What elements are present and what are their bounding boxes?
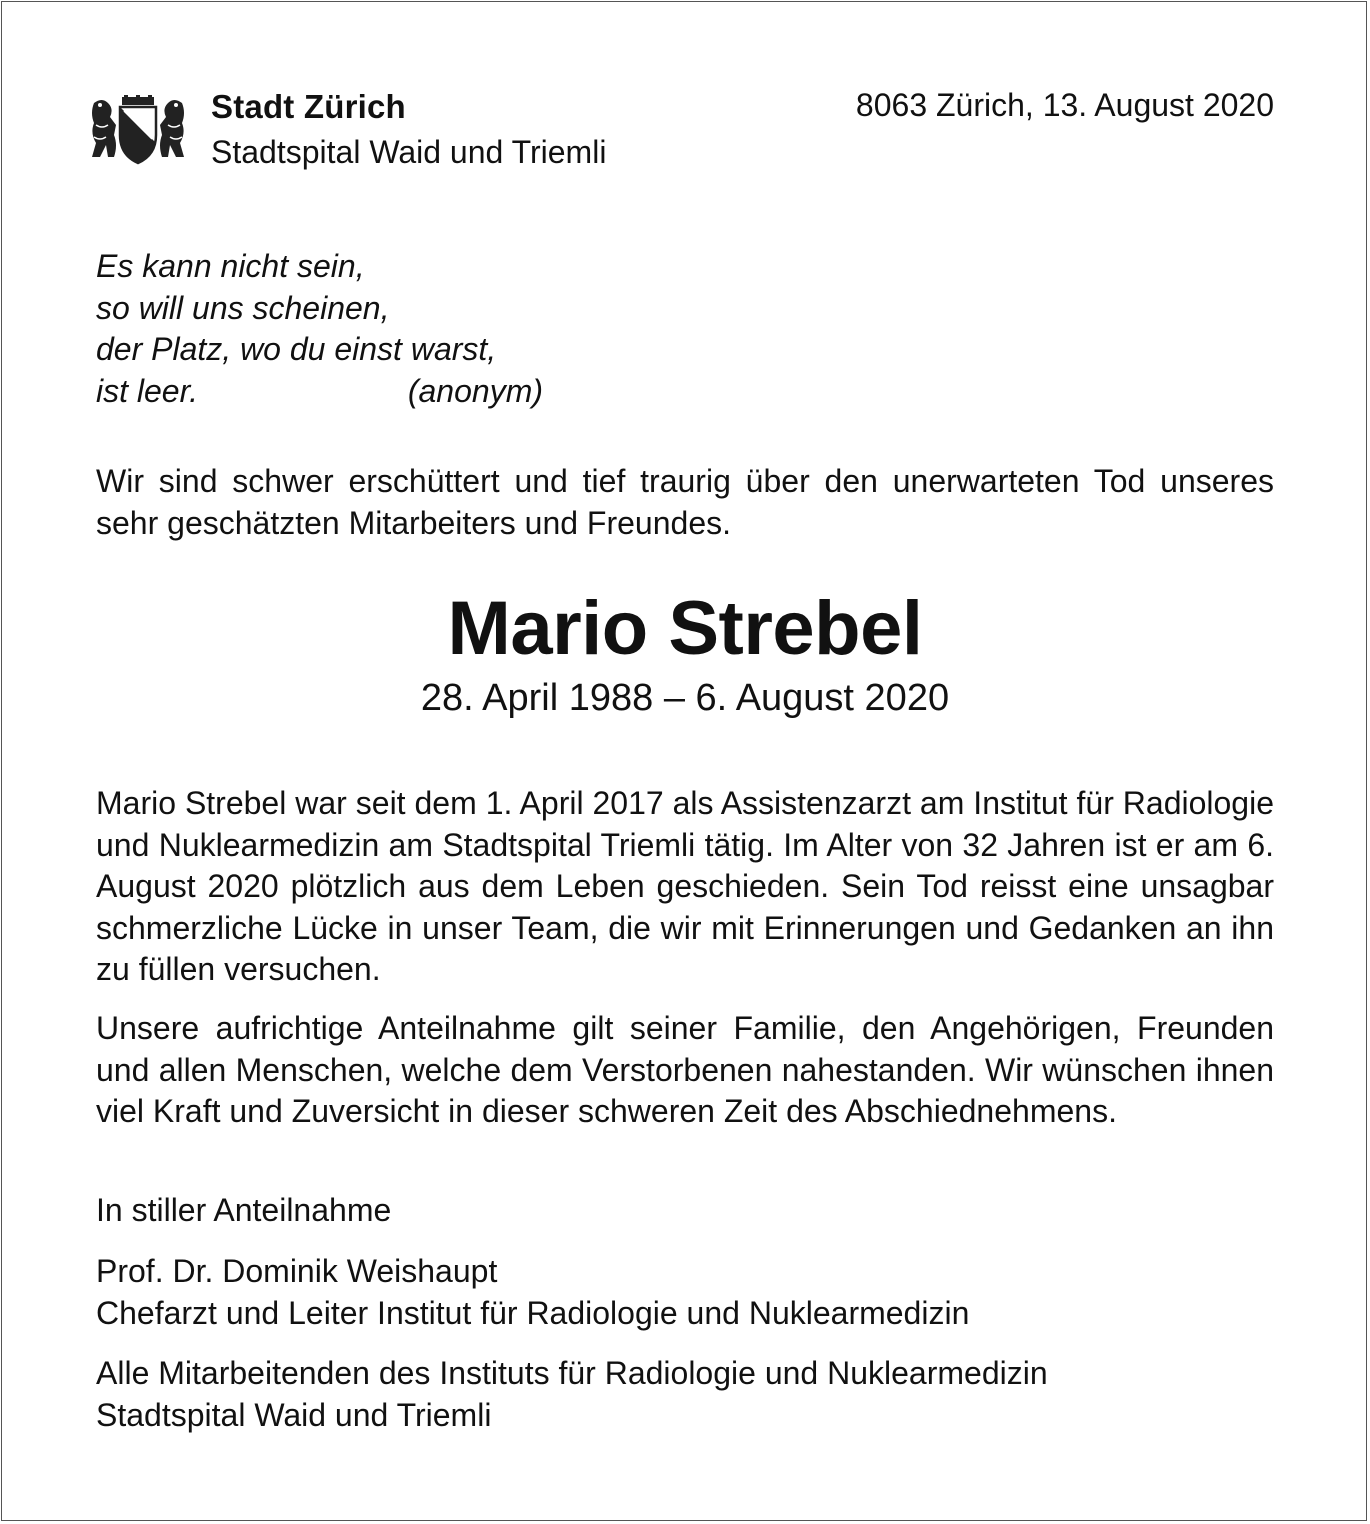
poem-line: ist leer. <box>96 372 198 409</box>
poem-last-line <box>96 371 543 413</box>
poem-line: so will uns scheinen, <box>96 289 390 326</box>
staff-line: Alle Mitarbeitenden des Instituts für Radiologie und Nuklearmedizin <box>96 1355 1048 1391</box>
body-paragraph: Unsere aufrichtige Anteilnahme gilt seiner Familie, den Angehörigen, Freunden und allen Menschen, welche dem Verstorbenen nahestanden. Wir wünschen ihnen viel Kraft und Zuversicht in dieser schweren Zeit des Abschiednehmens. <box>96 1010 1274 1129</box>
signatory-title: Chefarzt und Leiter Institut für Radiologie und Nuklearmedizin <box>96 1294 970 1331</box>
place-and-date: 8063 Zürich, 13. August 2020 <box>855 87 1274 123</box>
poem-line: der Platz, wo du einst warst, <box>96 331 497 367</box>
body-paragraph: Mario Strebel war seit dem 1. April 2017 als Assistenzarzt am Institut für Radiologie und Nuklearmedizin am Stadtspital Triemli tätig. Im Alter von 32 Jahren ist er am 6. August 2020 plötzlich aus dem Leben geschieden. Sein Tod reisst eine unsagbar schmerzliche Lücke in unser Team, die wir mit Erinnerungen und Gedanken an ihn zu füllen versuchen. <box>96 785 1274 987</box>
poem <box>96 246 556 412</box>
poem-line: Es kann nicht sein, <box>96 248 365 284</box>
life-dates: 28. April 1988 – 6. August 2020 <box>420 677 950 719</box>
closing-phrase: In stiller Anteilnahme <box>96 1192 392 1228</box>
deceased-name: Mario Strebel <box>447 586 923 671</box>
staff-line: Stadtspital Waid und Triemli <box>96 1396 492 1433</box>
organisation-subtitle: Stadtspital Waid und Triemli <box>211 134 607 170</box>
staff-block <box>96 1353 1048 1436</box>
signature-block <box>96 1251 969 1334</box>
zurich-coat-of-arms-icon <box>88 95 188 165</box>
intro-paragraph: Wir sind schwer erschüttert und tief traurig über den unerwarteten Tod unseres sehr geschätzten Mitarbeiters und Freundes. <box>96 463 1274 541</box>
organisation-name: Stadt Zürich <box>211 88 406 125</box>
signatory-name: Prof. Dr. Dominik Weishaupt <box>96 1253 498 1289</box>
poem-attribution: (anonym) <box>407 372 543 409</box>
